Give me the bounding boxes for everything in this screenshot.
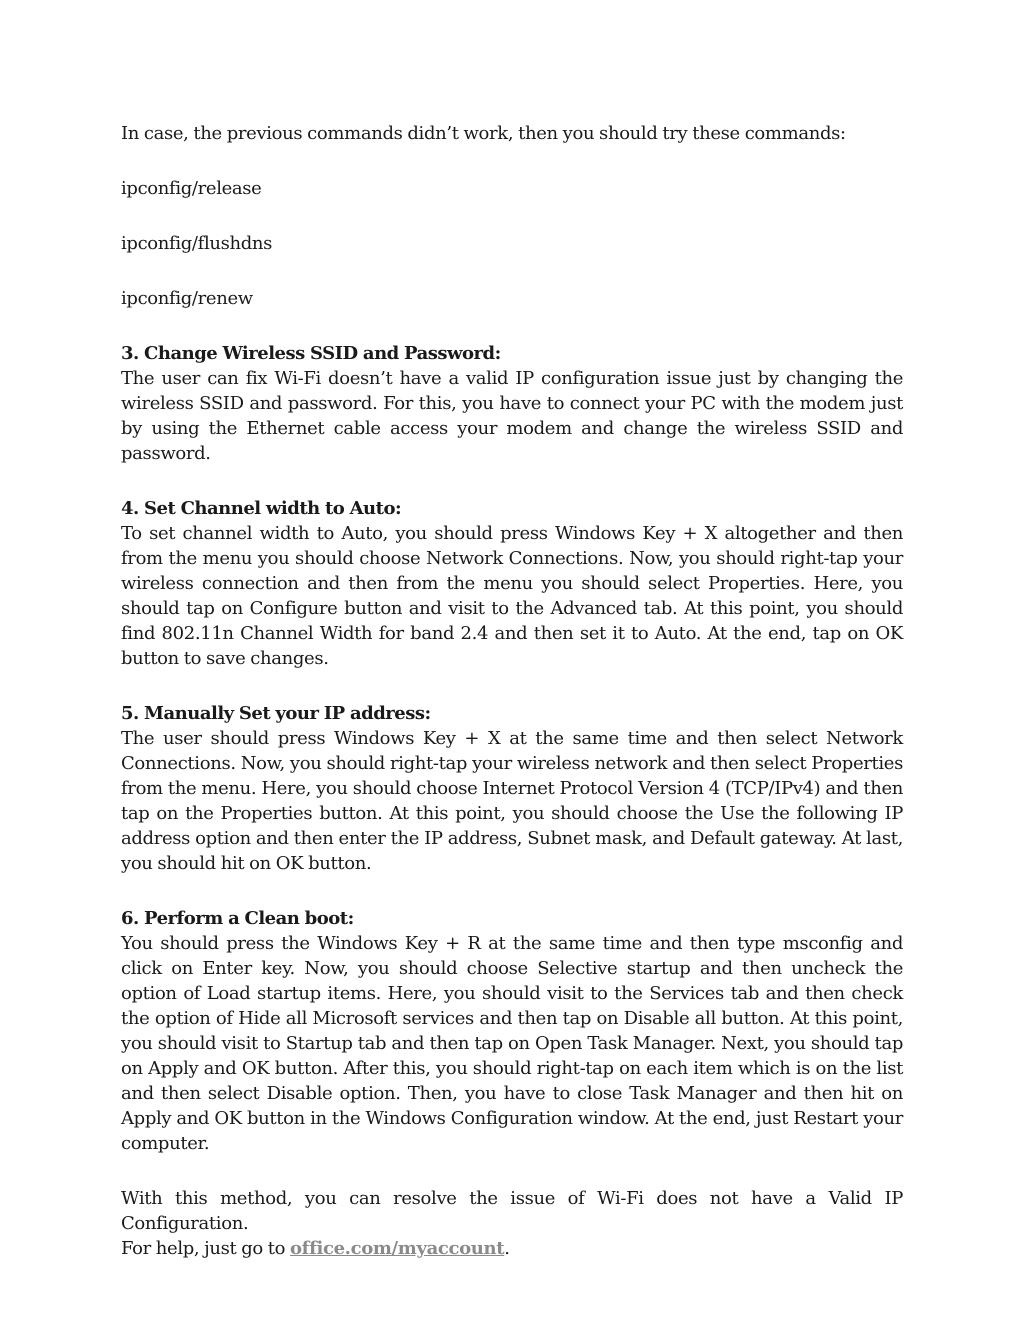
section-body: To set channel width to Auto, you should press Windows Key + X altogether and then from the menu you should choose Network Connections. Now, you should right-tap your wireless connection and then from the menu you should select Properties. Here, you should tap on Configure button and visit to the Advanced tab. At this point, you should find 802.11n Channel Width for band 2.4 and then set it to Auto. At the end, tap on OK button to save changes. xyxy=(121,523,903,669)
closing-paragraph xyxy=(121,1186,903,1261)
closing-line: With this method, you can resolve the issue of Wi-Fi does not have a Valid IP Configuration. xyxy=(121,1188,903,1234)
command-renew: ipconfig/renew xyxy=(121,288,253,309)
section-title: 4. Set Channel width to Auto: xyxy=(121,498,402,519)
office-account-link[interactable]: office.com/myaccount xyxy=(290,1238,505,1259)
section-change-ssid xyxy=(121,341,903,466)
section-title: 6. Perform a Clean boot: xyxy=(121,908,354,929)
section-body: The user should press Windows Key + X at the same time and then select Network Connections. Now, you should right-tap your wireless network and then select Properties from the menu. Here, you should choose Internet Protocol Version 4 (TCP/IPv4) and then tap on the Properties button. At this point, you should choose the Use the following IP address option and then enter the IP address, Subnet mask, and Default gateway. At last, you should hit on OK button. xyxy=(121,728,903,874)
command-flushdns: ipconfig/flushdns xyxy=(121,233,273,254)
help-prefix: For help, just go to xyxy=(121,1238,291,1259)
section-clean-boot xyxy=(121,906,903,1156)
section-channel-width xyxy=(121,496,903,671)
section-body: The user can fix Wi-Fi doesn’t have a valid IP configuration issue just by changing the wireless SSID and password. For this, you have to connect your PC with the modem just by using the Ethernet cable access your modem and change the wireless SSID and password. xyxy=(121,368,903,464)
section-title: 3. Change Wireless SSID and Password: xyxy=(121,343,501,364)
document-page xyxy=(121,121,903,1261)
section-title: 5. Manually Set your IP address: xyxy=(121,703,431,724)
section-body: You should press the Windows Key + R at the same time and then type msconfig and click on Enter key. Now, you should choose Selective startup and then uncheck the option of Load startup items. Here, you should visit to the Services tab and then check the option of Hide all Microsoft services and then tap on Disable all button. At this point, you should visit to Startup tab and then tap on Open Task Manager. Next, you should tap on Apply and OK button. After this, you should right-tap on each item which is on the list and then select Disable option. Then, you have to close Task Manager and then hit on Apply and OK button in the Windows Configuration window. At the end, just Restart your computer. xyxy=(121,933,903,1154)
command-release: ipconfig/release xyxy=(121,178,262,199)
help-suffix: . xyxy=(504,1238,510,1259)
intro-paragraph: In case, the previous commands didn’t work, then you should try these commands: xyxy=(121,123,846,144)
section-manual-ip xyxy=(121,701,903,876)
